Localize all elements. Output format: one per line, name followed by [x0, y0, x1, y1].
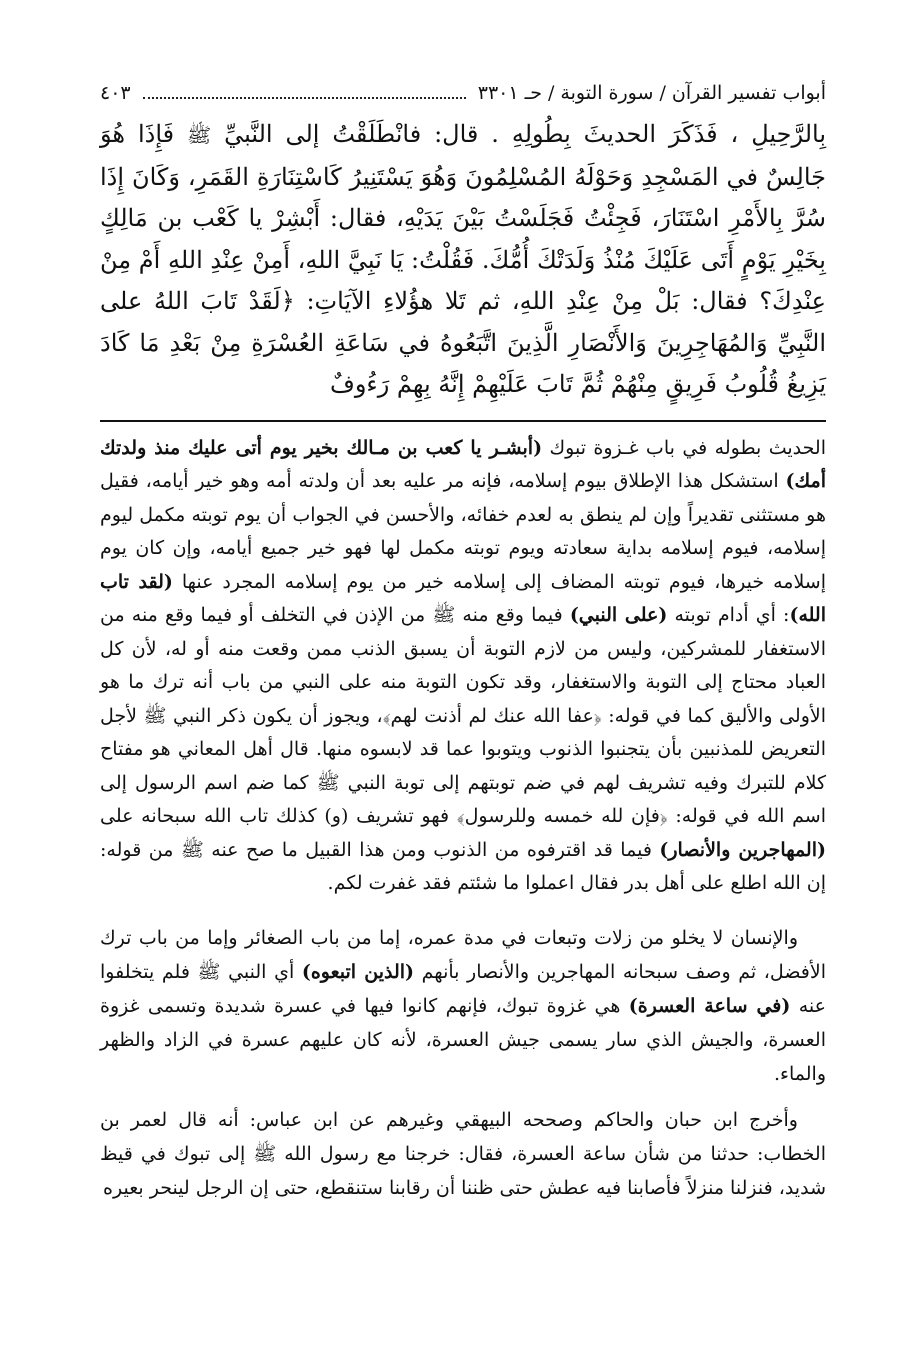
quran-citation: ﴿فإن لله خمسه وللرسول﴾ — [456, 805, 668, 827]
page-number: ٤٠٣ — [100, 82, 131, 104]
spacer — [100, 901, 826, 921]
commentary-quote: (لقد تاب الله) — [100, 570, 826, 626]
commentary-part: استشكل هذا الإطلاق بيوم إسلامه، فإنه مر عليه بعد أن ولدته أمه وهو خير أيامه، فقيل هو مستثنى تقديراً وإن لم ينطق به لعدم خفائه، والأحسن في الجواب أن يوم توبته مكمل ليوم إسلامه، فيوم إسلامه بداية سعادته ويوم توبته مكمل لها فهو خير جميع أيامه، وإن كان يوم إسلامه خيرها، فيوم توبته المضاف إلى إسلامه خير من يوم إسلامه المجرد عنها — [100, 470, 826, 593]
hadith-part: فَإِذَا هُوَ جَالِسٌ في المَسْجِدِ وَحَوْلَهُ المُسْلِمُونَ وَهُوَ يَسْتَنِيرُ كَاسْتِنَارَةِ القَمَرِ، وَكَانَ إِذَا سُرَّ بِالأَمْرِ اسْتَنَارَ، فَجِئْتُ فَجَلَسْتُ بَيْنَ يَدَيْهِ، فقال: أَبْشِرْ يا كَعْب بن مَالِكٍ بِخَيْرِ يَوْمٍ أَتَى عَلَيْكَ مُنْذُ وَلَدَتْكَ أُمُّكَ. فَقُلْتُ: يَا نَبِيَّ اللهِ، أَمِنْ عِنْدِ اللهِ أَمْ مِنْ عِنْدِكَ؟ فقال: بَلْ مِنْ عِنْدِ اللهِ، ثم تَلا هؤُلاءِ الآيَاتِ: ﴿لَقَدْ تَابَ اللهُ على النَّبِيِّ وَالمُهَاجِرِينَ وَالأَنْصَارِ الَّذِينَ اتَّبَعُوهُ في سَاعَةِ العُسْرَةِ مِنْ بَعْدِ مَا كَادَ يَزِيغُ قُلُوبُ فَرِيقٍ مِنْهُمْ ثُمَّ تَابَ عَلَيْهِمْ إِنَّهُ بِهِمْ رَءُوفٌ — [100, 120, 827, 398]
paragraph-part: هي غزوة تبوك، فإنهم كانوا فيها في عسرة شديدة وتسمى غزوة العسرة، والجيش الذي سار يسمى جيش العسرة، لأنه كان عليهم عسرة في الزاد والظهر والماء. — [100, 994, 826, 1085]
footnote-divider — [100, 420, 826, 422]
pbuh-glyph: ﷺ — [187, 123, 212, 147]
commentary-text — [100, 432, 826, 901]
paragraph-2: وأخرج ابن حبان والحاكم وصححه البيهقي وغيرهم عن ابن عباس: أنه قال لعمر بن الخطاب: حدثنا من شأن ساعة العسرة، فقال: خرجنا مع رسول الله ﷺ إلى تبوك في قيظ شديد، فنزلنا منزلاً فأصابنا فيه عطش حتى ظننا أن رقابنا ستنقطع، حتى إن الرجل لينحر بعيره — [100, 1108, 826, 1199]
commentary-part: ، ويجوز أن يكون ذكر النبي ﷺ لأجل التعريض للمذنبين بأن يتجنبوا الذنوب ويتوبوا عما قد لابسوه منها. قال أهل المعاني هو مفتاح كلام للتبرك وفيه تشريف لهم في ضم توبتهم إلى توبة النبي ﷺ كما ضم اسم الرسول إلى اسم الله في قوله: — [100, 704, 826, 827]
commentary-quote: (المهاجرين والأنصار) — [659, 838, 826, 861]
commentary-part: فيما قد اقترفوه من الذنوب ومن هذا القبيل ما صح عنه ﷺ من قوله: إن الله اطلع على أهل بدر فقال اعملوا ما شئتم فقد غفرت لكم. — [100, 838, 826, 894]
paragraph-part: أي النبي ﷺ فلم يتخلفوا عنه — [100, 960, 826, 1017]
hadith-part: بِالرَّحِيلِ ، فَذَكَرَ الحديثَ بِطُولِهِ . قال: فانْطَلَقْتُ إلى النَّبيِّ — [211, 120, 827, 148]
commentary-part: الحديث بطوله في باب غـزوة تبوك — [542, 436, 826, 459]
commentary-part: فهو تشريف (و) كذلك تاب الله سبحانه على — [100, 805, 457, 827]
quran-citation: ﴿عفا الله عنك لم أذنت لهم﴾ — [382, 704, 602, 727]
commentary-quote: (على النبي) — [569, 604, 668, 626]
commentary-quote: (أبشـر يا كعب بن مـالك بخير يوم أتى عليك منذ ولدتك أمك) — [100, 436, 826, 492]
header-title: أبواب تفسير القرآن / سورة التوبة / حـ ٣٣٠١ — [477, 82, 826, 104]
paragraph-part: والإنسان لا يخلو من زلات وتبعات في مدة عمره، إما من باب الصغائر وإما من باب ترك الأفضل، ثم وصف سبحانه المهاجرين والأنصار بأنهم — [100, 926, 826, 983]
hadith-text — [100, 114, 826, 406]
spacer — [100, 1091, 826, 1103]
dotted-leader — [143, 97, 466, 99]
book-page — [100, 78, 826, 1205]
paragraph-1 — [100, 921, 826, 1091]
commentary-part: فيما وقع منه ﷺ من الإذن في التخلف أو فيما وقع منه من الاستغفار للمشركين، وليس من لازم التوبة أن يسبق الذنب ممن وقعت منه أو له، لأن كل العباد محتاج إلى التوبة والاستغفار، وقد تكون التوبة منه على النبي من باب أنه ترك ما هو الأولى والأليق كما في قوله: — [100, 604, 826, 727]
running-header — [100, 78, 826, 114]
paragraph-quote: (الذين اتبعوه) — [301, 960, 415, 983]
commentary-part: : أي أدام توبته — [667, 604, 790, 626]
paragraph-quote: (في ساعة العسرة) — [628, 994, 791, 1017]
